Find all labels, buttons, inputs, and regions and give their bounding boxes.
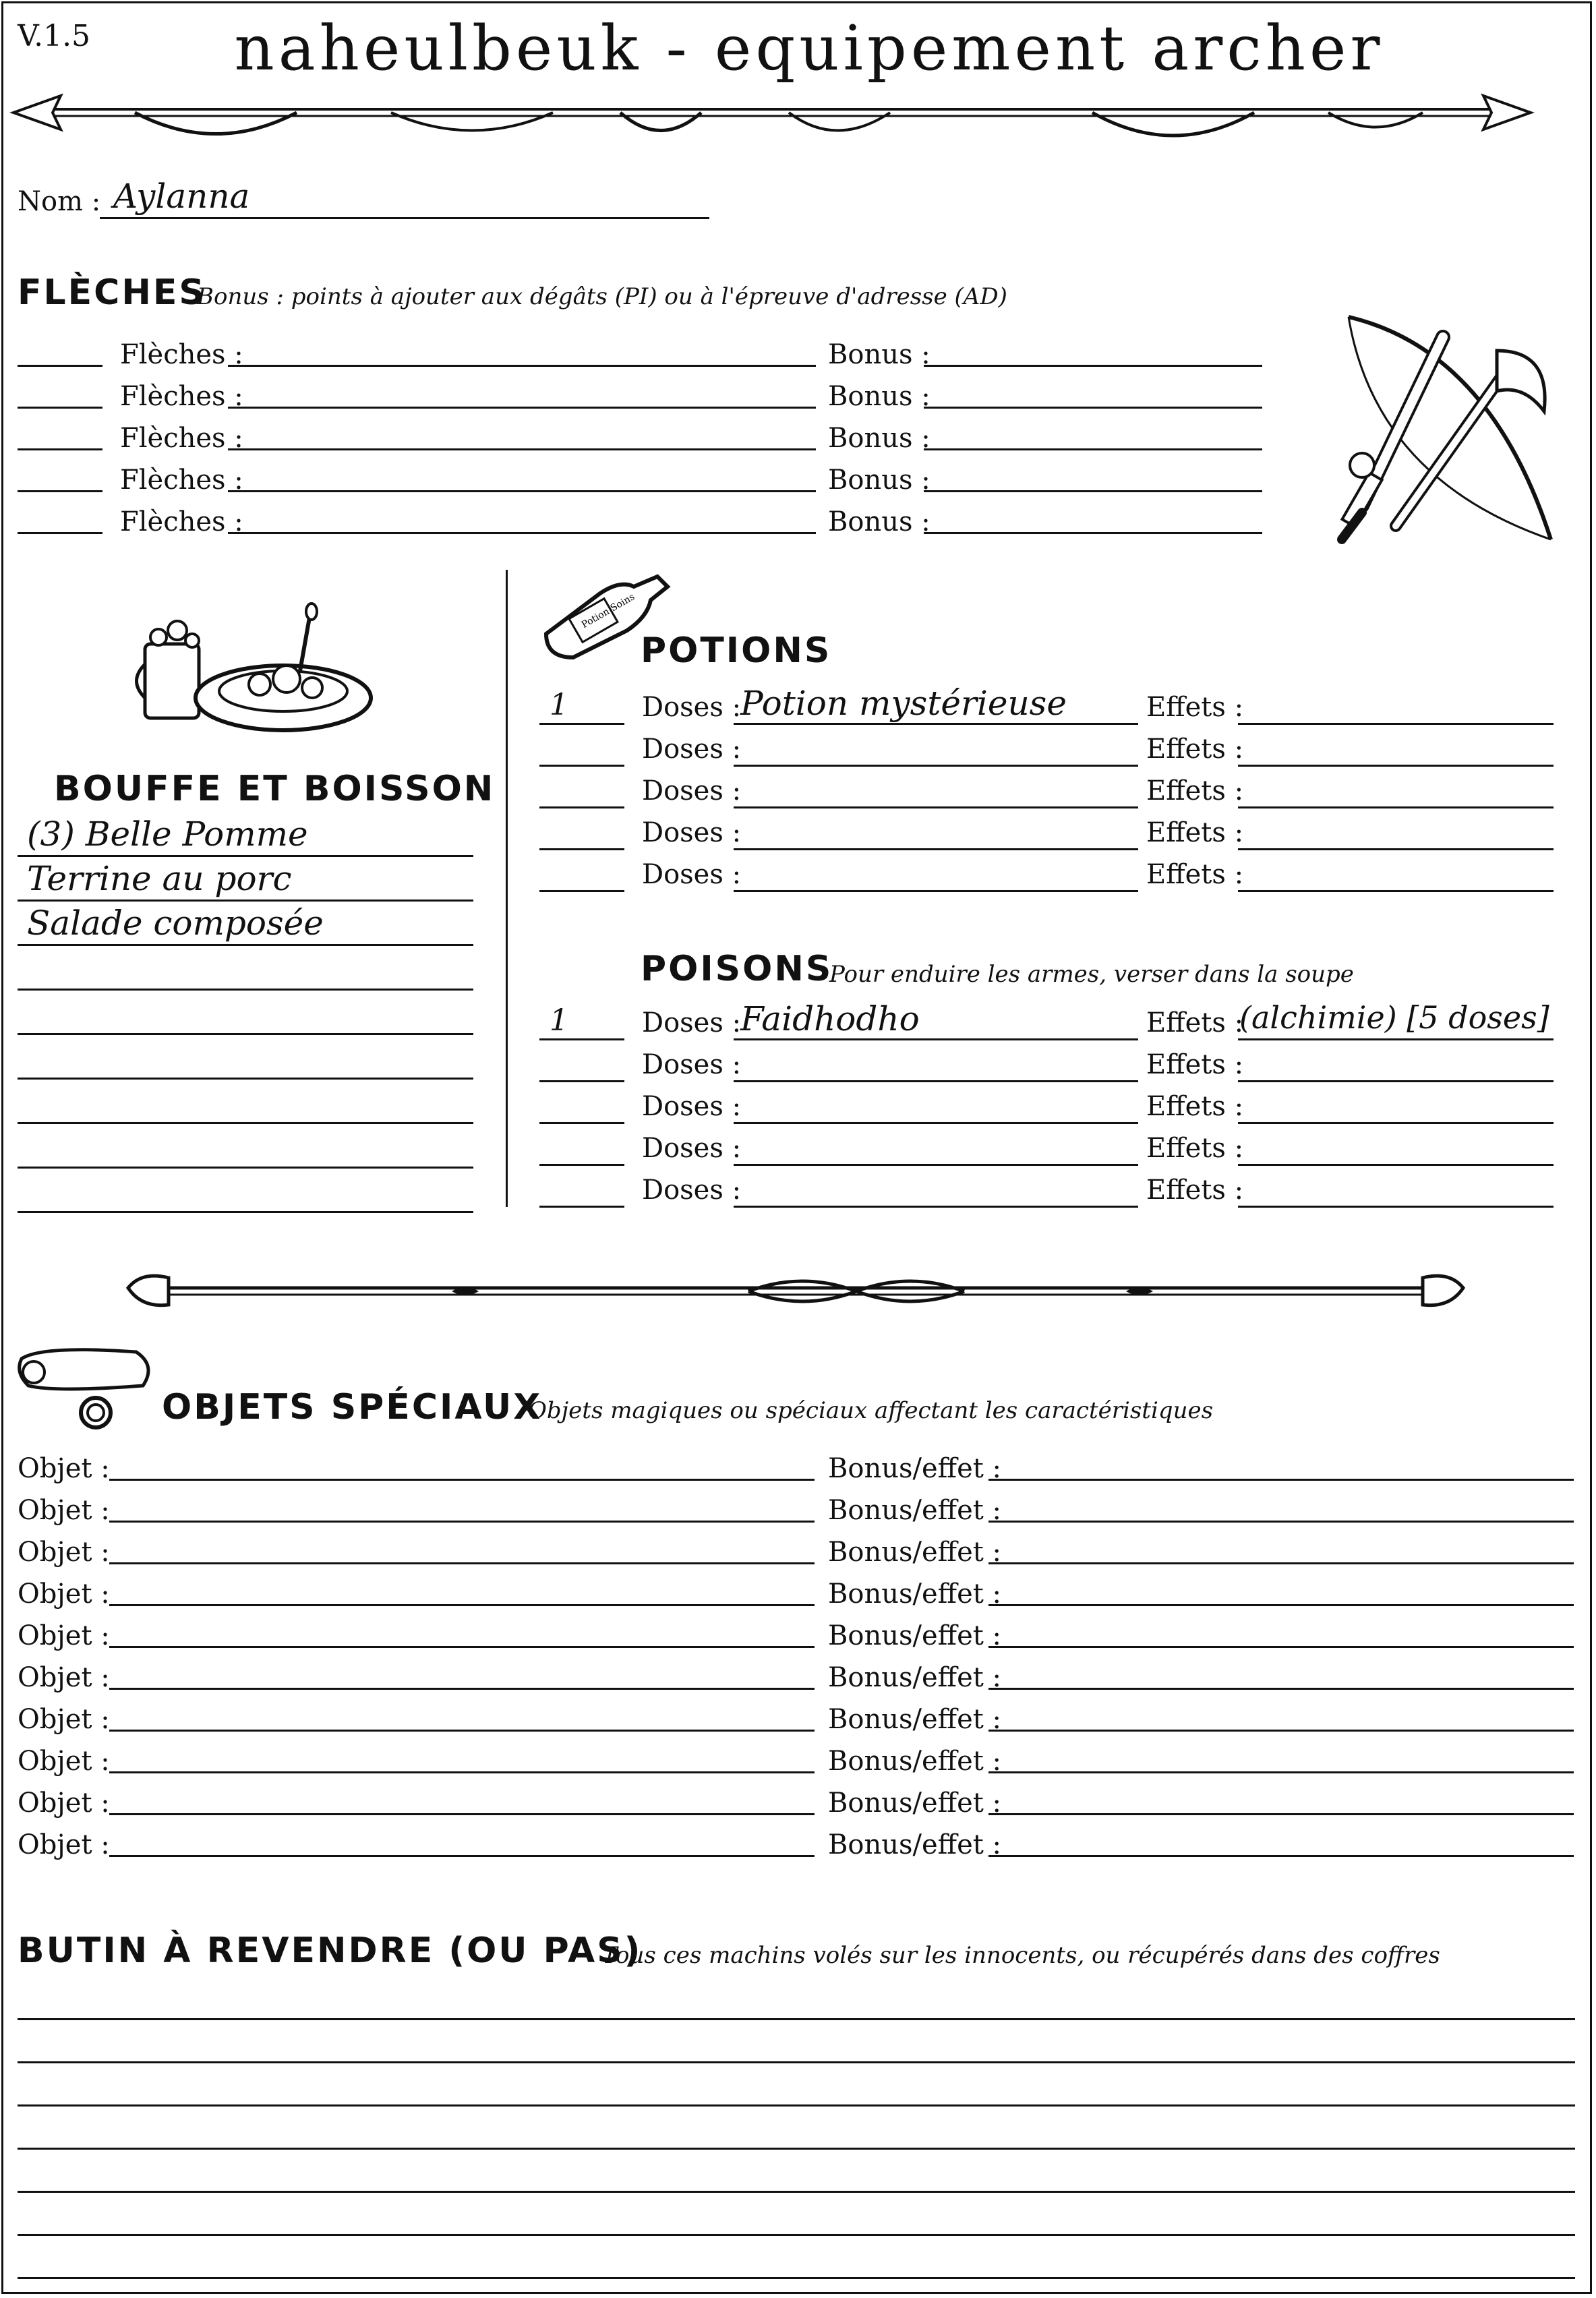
arrows-name-line[interactable]: [228, 407, 816, 409]
special-object-label: Objet :: [18, 1620, 110, 1651]
special-object-line[interactable]: [109, 1646, 815, 1648]
poisons-effects-label: Effets :: [1146, 1175, 1244, 1206]
food-item[interactable]: (3) Belle Pomme: [27, 815, 308, 854]
poisons-qty-line[interactable]: [539, 1206, 624, 1208]
special-bonus-label: Bonus/effet :: [828, 1620, 1002, 1651]
potions-doses-line[interactable]: [734, 890, 1138, 892]
poisons-doses-label: Doses :: [642, 1091, 742, 1122]
poisons-effects-label: Effets :: [1146, 1091, 1244, 1122]
special-object-label: Objet :: [18, 1788, 110, 1819]
special-object-label: Objet :: [18, 1579, 110, 1610]
special-object-label: Objet :: [18, 1829, 110, 1860]
potions-doses-line[interactable]: [734, 806, 1138, 808]
poisons-heading: POISONS: [641, 949, 833, 989]
potions-doses-label: Doses :: [642, 859, 742, 890]
arrows-qty-line[interactable]: [18, 490, 102, 492]
food-line[interactable]: [18, 989, 473, 991]
potions-effects-line[interactable]: [1238, 890, 1554, 892]
arrow-divider-icon: [13, 81, 1531, 155]
loot-line[interactable]: [18, 2191, 1575, 2193]
food-line[interactable]: [18, 900, 473, 902]
arrows-qty-line[interactable]: [18, 448, 102, 450]
food-heading: BOUFFE ET BOISSON: [54, 769, 496, 809]
poisons-qty-line[interactable]: [539, 1122, 624, 1124]
food-line[interactable]: [18, 1167, 473, 1169]
potions-doses-label: Doses :: [642, 692, 742, 723]
poisons-effects-line[interactable]: [1238, 1080, 1554, 1082]
potions-doses-line[interactable]: [734, 848, 1138, 850]
crossed-weapons-icon: [1322, 310, 1564, 553]
arrows-name-line[interactable]: [228, 532, 816, 534]
poisons-doses-line[interactable]: [734, 1122, 1138, 1124]
special-bonus-label: Bonus/effet :: [828, 1579, 1002, 1610]
food-line[interactable]: [18, 1122, 473, 1124]
poisons-doses-label: Doses :: [642, 1007, 742, 1038]
potions-doses-line[interactable]: [734, 723, 1138, 725]
page-title: naheulbeuk - equipement archer: [234, 12, 1384, 84]
special-object-label: Objet :: [18, 1537, 110, 1568]
poisons-effects-label: Effets :: [1146, 1133, 1244, 1164]
potions-doses-value[interactable]: Potion mystérieuse: [740, 684, 1067, 723]
poisons-doses-line[interactable]: [734, 1080, 1138, 1082]
arrows-bonus-line[interactable]: [924, 407, 1262, 409]
food-plate-icon: [138, 603, 374, 738]
loot-line[interactable]: [18, 2277, 1575, 2279]
arrows-row-label: Flèches :: [120, 339, 243, 370]
special-bonus-line[interactable]: [988, 1771, 1574, 1773]
potions-qty-line[interactable]: [539, 890, 624, 892]
potions-effects-line[interactable]: [1238, 765, 1554, 767]
special-object-line[interactable]: [109, 1813, 815, 1815]
potions-doses-label: Doses :: [642, 775, 742, 806]
potions-qty-line[interactable]: [539, 723, 624, 725]
potions-doses-label: Doses :: [642, 817, 742, 848]
special-bonus-label: Bonus/effet :: [828, 1453, 1002, 1484]
potions-effects-line[interactable]: [1238, 848, 1554, 850]
food-line[interactable]: [18, 855, 473, 857]
special-object-line[interactable]: [109, 1771, 815, 1773]
special-object-label: Objet :: [18, 1662, 110, 1693]
special-object-line[interactable]: [109, 1688, 815, 1690]
special-bonus-label: Bonus/effet :: [828, 1829, 1002, 1860]
arrows-bonus-label: Bonus :: [828, 465, 930, 496]
food-line[interactable]: [18, 1033, 473, 1035]
special-object-label: Objet :: [18, 1453, 110, 1484]
potions-effects-label: Effets :: [1146, 734, 1244, 765]
name-underline: [100, 217, 709, 219]
poisons-doses-label: Doses :: [642, 1133, 742, 1164]
poisons-doses-label: Doses :: [642, 1175, 742, 1206]
food-item[interactable]: Terrine au porc: [27, 859, 292, 898]
potions-qty[interactable]: 1: [550, 688, 568, 722]
poisons-subtitle: Pour enduire les armes, verser dans la soupe: [829, 961, 1354, 988]
column-divider: [506, 570, 508, 1207]
poisons-effects-value[interactable]: (alchimie) [5 doses]: [1239, 999, 1549, 1036]
poisons-effects-label: Effets :: [1146, 1007, 1244, 1038]
poisons-doses-line[interactable]: [734, 1206, 1138, 1208]
poisons-doses-line[interactable]: [734, 1038, 1138, 1040]
poisons-effects-label: Effets :: [1146, 1049, 1244, 1080]
special-object-line[interactable]: [109, 1855, 815, 1857]
arrows-row-label: Flèches :: [120, 381, 243, 412]
special-bonus-label: Bonus/effet :: [828, 1662, 1002, 1693]
arrows-row-label: Flèches :: [120, 423, 243, 454]
loot-line[interactable]: [18, 2234, 1575, 2236]
arrows-qty-line[interactable]: [18, 365, 102, 367]
arrows-bonus-label: Bonus :: [828, 423, 930, 454]
potions-effects-line[interactable]: [1238, 806, 1554, 808]
name-value[interactable]: Aylanna: [113, 177, 250, 216]
special-object-label: Objet :: [18, 1704, 110, 1735]
staff-divider-icon: [128, 1258, 1463, 1318]
loot-heading: BUTIN À REVENDRE (OU PAS): [18, 1931, 643, 1971]
special-bonus-line[interactable]: [988, 1604, 1574, 1606]
arrows-bonus-line[interactable]: [924, 448, 1262, 450]
special-bonus-label: Bonus/effet :: [828, 1495, 1002, 1526]
potion-bottle-label: Potion Soins: [579, 591, 637, 631]
arrows-bonus-label: Bonus :: [828, 381, 930, 412]
food-line[interactable]: [18, 1078, 473, 1080]
arrows-qty-line[interactable]: [18, 532, 102, 534]
arrows-heading: FLÈCHES: [18, 272, 206, 313]
loot-line[interactable]: [18, 2061, 1575, 2063]
food-line[interactable]: [18, 1211, 473, 1213]
poisons-qty-line[interactable]: [539, 1080, 624, 1082]
special-bonus-line[interactable]: [988, 1521, 1574, 1523]
poisons-doses-value[interactable]: Faidhodho: [740, 999, 920, 1038]
arrows-bonus-line[interactable]: [924, 532, 1262, 534]
poisons-qty[interactable]: 1: [550, 1003, 568, 1038]
special-bonus-line[interactable]: [988, 1479, 1574, 1481]
special-bonus-line[interactable]: [988, 1688, 1574, 1690]
special-bonus-label: Bonus/effet :: [828, 1746, 1002, 1777]
loot-subtitle: Tous ces machins volés sur les innocents, ou récupérés dans des coffres: [602, 1942, 1440, 1969]
special-bonus-line[interactable]: [988, 1813, 1574, 1815]
loot-line[interactable]: [18, 2104, 1575, 2106]
special-bonus-line[interactable]: [988, 1646, 1574, 1648]
arrows-row-label: Flèches :: [120, 465, 243, 496]
special-bonus-line[interactable]: [988, 1562, 1574, 1564]
poisons-doses-label: Doses :: [642, 1049, 742, 1080]
loot-line[interactable]: [18, 2018, 1575, 2020]
special-bonus-label: Bonus/effet :: [828, 1704, 1002, 1735]
poisons-qty-line[interactable]: [539, 1038, 624, 1040]
special-object-line[interactable]: [109, 1730, 815, 1732]
potions-doses-label: Doses :: [642, 734, 742, 765]
special-object-line[interactable]: [109, 1604, 815, 1606]
potions-qty-line[interactable]: [539, 806, 624, 808]
special-bonus-line[interactable]: [988, 1730, 1574, 1732]
special-subtitle: Objets magiques ou spéciaux affectant les caractéristiques: [528, 1397, 1214, 1424]
food-line[interactable]: [18, 944, 473, 946]
potions-qty-line[interactable]: [539, 765, 624, 767]
potions-qty-line[interactable]: [539, 848, 624, 850]
poisons-effects-line[interactable]: [1238, 1164, 1554, 1166]
potions-effects-label: Effets :: [1146, 775, 1244, 806]
poisons-effects-line[interactable]: [1238, 1122, 1554, 1124]
potions-effects-label: Effets :: [1146, 692, 1244, 723]
arrows-bonus-line[interactable]: [924, 490, 1262, 492]
potions-doses-line[interactable]: [734, 765, 1138, 767]
name-label: Nom :: [18, 186, 101, 217]
special-object-label: Objet :: [18, 1746, 110, 1777]
arrows-subtitle: Bonus : points à ajouter aux dégâts (PI) ou à l'épreuve d'adresse (AD): [197, 283, 1007, 310]
special-bonus-label: Bonus/effet :: [828, 1537, 1002, 1568]
poisons-effects-line[interactable]: [1238, 1038, 1554, 1040]
potions-effects-line[interactable]: [1238, 723, 1554, 725]
food-item[interactable]: Salade composée: [27, 904, 324, 943]
arrows-name-line[interactable]: [228, 365, 816, 367]
special-object-line[interactable]: [109, 1521, 815, 1523]
version-label: V.1.5: [18, 19, 91, 53]
arrows-bonus-line[interactable]: [924, 365, 1262, 367]
scroll-ring-icon: [15, 1338, 163, 1433]
arrows-row-label: Flèches :: [120, 506, 243, 537]
special-object-line[interactable]: [109, 1562, 815, 1564]
potions-heading: POTIONS: [641, 630, 832, 671]
arrows-qty-line[interactable]: [18, 407, 102, 409]
arrows-bonus-label: Bonus :: [828, 339, 930, 370]
arrows-name-line[interactable]: [228, 490, 816, 492]
arrows-bonus-label: Bonus :: [828, 506, 930, 537]
potions-effects-label: Effets :: [1146, 817, 1244, 848]
poisons-qty-line[interactable]: [539, 1164, 624, 1166]
loot-line[interactable]: [18, 2148, 1575, 2150]
poisons-effects-line[interactable]: [1238, 1206, 1554, 1208]
arrows-name-line[interactable]: [228, 448, 816, 450]
special-bonus-label: Bonus/effet :: [828, 1788, 1002, 1819]
potions-effects-label: Effets :: [1146, 859, 1244, 890]
special-object-label: Objet :: [18, 1495, 110, 1526]
special-object-line[interactable]: [109, 1479, 815, 1481]
poisons-doses-line[interactable]: [734, 1164, 1138, 1166]
special-bonus-line[interactable]: [988, 1855, 1574, 1857]
special-heading: OBJETS SPÉCIAUX: [162, 1387, 543, 1427]
